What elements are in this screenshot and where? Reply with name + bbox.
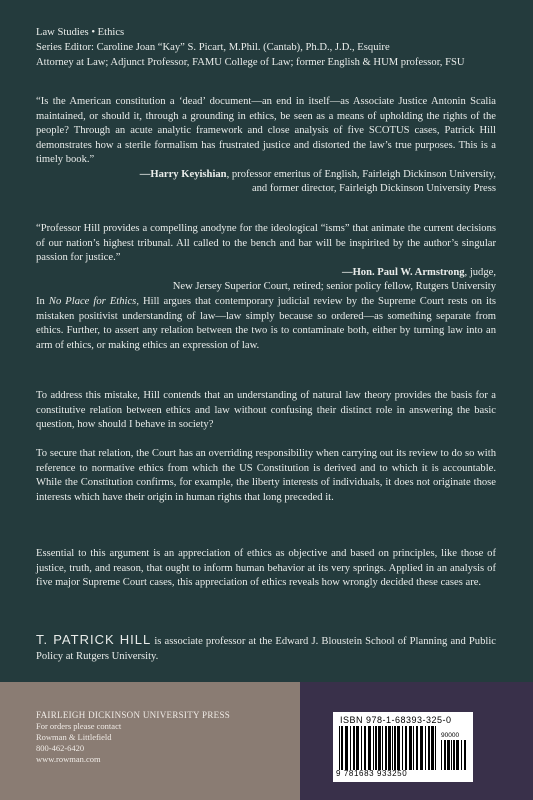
- author-bio-text: is associate professor at the Edward J. Bloustein School of Planning and Public Policy at Rutgers University.: [36, 636, 496, 662]
- description-paragraph-1: [36, 295, 496, 353]
- quote-attribution: [36, 266, 496, 281]
- endorser-affiliation: , professor emeritus of English, Fairleigh Dickinson University,: [226, 168, 496, 180]
- isbn-barcode: [333, 712, 473, 782]
- publisher-info: [36, 710, 286, 765]
- isbn-label: ISBN 978-1-68393-325-0: [340, 715, 452, 725]
- endorsement-quote-2: [36, 222, 496, 295]
- barcode-bars-icon: [339, 726, 439, 770]
- phone-number: 800-462-6420: [36, 743, 85, 753]
- ean-digits: 9 781683 933250: [336, 769, 408, 778]
- website: www.rowman.com: [36, 754, 101, 764]
- series-editor: Series Editor: Caroline Joan “Kay” S. Picart, M.Phil. (Cantab), Ph.D., J.D., Esquire: [36, 42, 390, 53]
- publisher-name: FAIRLEIGH DICKINSON UNIVERSITY PRESS: [36, 710, 231, 720]
- series-editor-roles: Attorney at Law; Adjunct Professor, FAMU College of Law; former English & HUM professor, FSU: [36, 57, 465, 68]
- paragraph-text: , Hill argues that contemporary judicial review by the Supreme Court rests on its mistaken positivist understanding of law—law simply because so ordered—as something separate from ethics. Further, to assert any relation between the two is to contaminate both, either by turning law into an arm of ethics, or making ethics an expression of law.: [36, 296, 497, 351]
- quote-attribution: [36, 168, 496, 183]
- quote-text: “Is the American constitution a ‘dead’ document—an end in itself—as Associate Justice Antonin Scalia maintained, or should it, through a grounding in ethics, be seen as a means of upholding the rights of the people? Through an acute analytic framework and close analysis of five SCOTUS cases, Patrick Hill demonstrates how a sterile formalism has frustrated justice and distorted the law’s true purposes. This is a timely book.”: [36, 96, 496, 165]
- endorsement-quote-1: [36, 95, 496, 197]
- paragraph-text: In: [36, 296, 49, 307]
- book-title: No Place for Ethics: [48, 296, 137, 307]
- author-name: T. PATRICK HILL: [36, 632, 152, 647]
- orders-line: For orders please contact: [36, 721, 122, 731]
- endorser-affiliation-line: and former director, Fairleigh Dickinson University Press: [251, 183, 496, 194]
- author-bio: [36, 633, 496, 664]
- series-line: Law Studies • Ethics: [36, 27, 125, 38]
- series-header: [36, 25, 506, 70]
- price-barcode-icon: [441, 740, 469, 770]
- distributor-name: Rowman & Littlefield: [36, 732, 112, 742]
- quote-text: “Professor Hill provides a compelling anodyne for the ideological “isms” that animate the current decisions of our nation’s highest tribunal. All called to the bench and bar will be inspirited by the author’s singular passion for justice.”: [36, 223, 496, 263]
- description-paragraph-3: To secure that relation, the Court has an overriding responsibility when carrying out its review to do so with reference to normative ethics from which the US Constitution is derived and to which it is accountable. While the Constitution confirms, for example, the liberty interests of individuals, it does not originate those interests which have their origin in human rights that long preceded it.: [36, 448, 496, 503]
- endorser-name: —Hon. Paul W. Armstrong: [341, 266, 465, 278]
- description-paragraph-4: Essential to this argument is an appreciation of ethics as objective and based on principles, like those of justice, truth, and reason, that ought to inform human behavior at its very springs. Applied in an analysis of five major Supreme Court cases, this appreciation of ethics reveals how wrongly decided these cases are.: [36, 548, 496, 588]
- endorser-name: —Harry Keyishian: [139, 168, 227, 180]
- price-code: 90000: [441, 732, 460, 739]
- description-paragraph-2: To address this mistake, Hill contends that an understanding of natural law theory provides the basis for a constitutive relation between ethics and law without confusing their distinct role in answering the basic question, how should I behave in society?: [36, 390, 496, 430]
- endorser-affiliation: , judge,: [464, 266, 496, 278]
- endorser-affiliation-line: New Jersey Superior Court, retired; senior policy fellow, Rutgers University: [172, 281, 496, 292]
